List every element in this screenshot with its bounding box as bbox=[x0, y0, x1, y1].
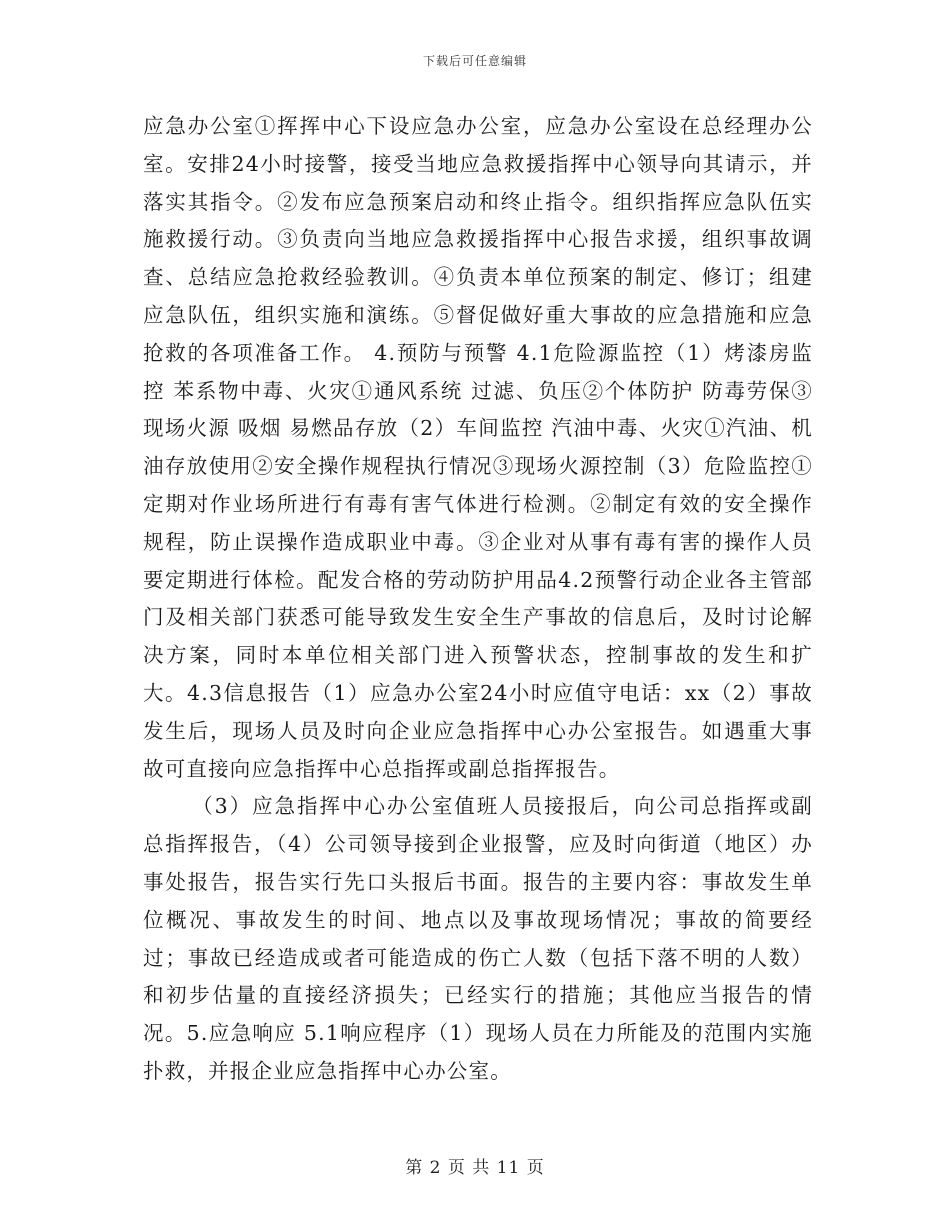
body-paragraph-1: 应急办公室①挥挥中心下设应急办公室，应急办公室设在总经理办公室。安排24小时接警，接受当地应急救援指挥中心领导向其请示，并落实其指令。②发布应急预案启动和终止指令。组织指挥应急队伍实施救援行动。③负责向当地应急救援指挥中心报告求援，组织事故调查、总结应急抢救经验教训。④负责本单位预案的制定、修订；组建应急队伍，组织实施和演练。⑤督促做好重大事故的应急措施和应急抢救的各项准备工作。 4.预防与预警 4.1危险源监控（1）烤漆房监控 苯系物中毒、火灾①通风系统 过滤、负压②个体防护 防毒劳保③现场火源 吸烟 易燃品存放（2）车间监控 汽油中毒、火灾①汽油、机油存放使用②安全操作规程执行情况③现场火源控制（3）危险监控①定期对作业场所进行有毒有害气体进行检测。②制定有效的安全操作规程，防止误操作造成职业中毒。③企业对从事有毒有害的操作人员要定期进行体检。配发合格的劳动防护用品4.2预警行动企业各主管部门及相关部门获悉可能导致发生安全生产事故的信息后，及时讨论解决方案，同时本单位相关部门进入预警状态，控制事故的发生和扩大。4.3信息报告（1）应急办公室24小时应值守电话：xx（2）事故发生后，现场人员及时向企业应急指挥中心办公室报告。如遇重大事故可直接向应急指挥中心总指挥或副总指挥报告。 bbox=[143, 114, 813, 781]
page-footer: 第 2 页 共 11 页 bbox=[405, 1158, 545, 1178]
body-paragraph-2: （3）应急指挥中心办公室值班人员接报后，向公司总指挥或副总指挥报告，（4）公司领导接到企业报警，应及时向街道（地区）办事处报告，报告实行先口头报后书面。报告的主要内容：事故发生单位概况、事故发生的时间、地点以及事故现场情况；事故的简要经过；事故已经造成或者可能造成的伤亡人数（包括下落不明的人数）和初步估量的直接经济损失；已经实行的措施；其他应当报告的情况。5.应急响应 5.1响应程序（1）现场人员在力所能及的范围内实施扑救，并报企业应急指挥中心办公室。 bbox=[143, 794, 813, 1083]
document-body bbox=[143, 108, 813, 1091]
page-header: 下载后可任意编辑 bbox=[422, 54, 527, 68]
